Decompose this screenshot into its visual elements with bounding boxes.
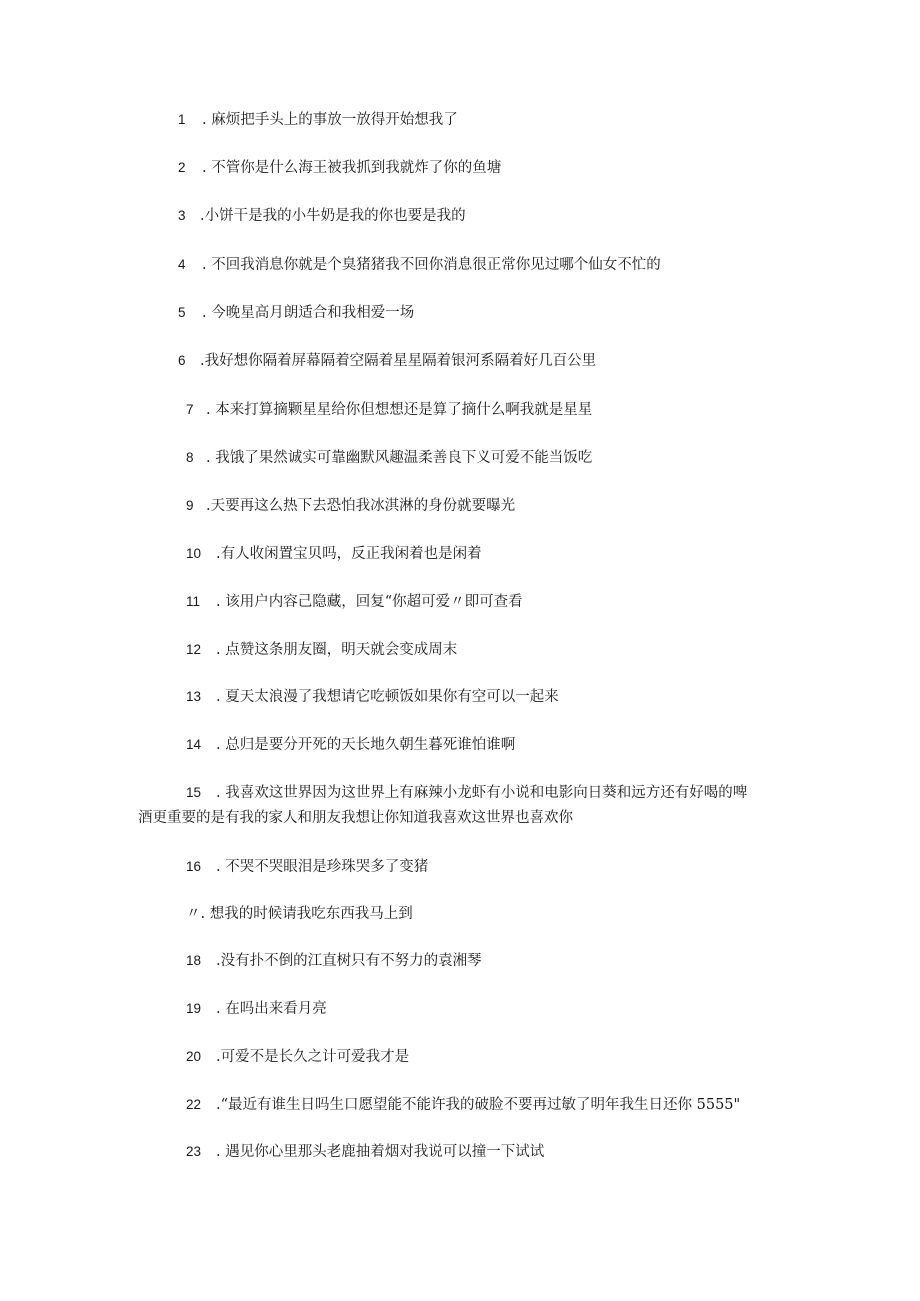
item-number: 18 [186, 953, 202, 968]
item-number: 20 [186, 1049, 202, 1064]
item-number: 4 [178, 257, 186, 272]
item-number: 19 [186, 1001, 202, 1016]
item-number: 8 [186, 450, 194, 465]
list-item [178, 351, 596, 371]
list-item [186, 448, 592, 468]
item-text: .“最近有谁生日吗生口愿望能不能许我的破脸不要再过敏了明年我生日还你 5555" [216, 1097, 741, 1113]
list-item [186, 1095, 740, 1115]
list-item [186, 735, 515, 755]
item-text: .天要再这么热下去恐怕我冰淇淋的身份就要曝光 [206, 498, 516, 514]
item-number: 9 [186, 498, 194, 513]
item-number: 22 [186, 1097, 202, 1112]
item-number: 3 [178, 208, 186, 223]
item-text: .小饼干是我的小牛奶是我的你也要是我的 [200, 208, 466, 224]
list-item [186, 951, 482, 971]
item-text: . 总归是要分开死的天长地久朝生暮死谁怕谁啊 [216, 737, 516, 753]
list-item [178, 110, 458, 130]
item-text: .我好想你隔着屏幕隔着空隔着星星隔着银河系隔着好几百公里 [200, 353, 597, 369]
item-text: . 不哭不哭眼泪是珍珠哭多了变猪 [216, 859, 429, 875]
item-text: .有人收闲置宝贝吗，反正我闲着也是闲着 [216, 546, 482, 562]
list-item [186, 400, 592, 420]
item-text: . 今晚星高月朗适合和我相爱一场 [202, 305, 415, 321]
item-text: . 不回我消息你就是个臭猪猪我不回你消息很正常你见过哪个仙女不忙的 [202, 257, 661, 273]
list-item-continuation [138, 808, 573, 828]
item-text: .没有扑不倒的江直树只有不努力的袁湘琴 [216, 953, 482, 969]
list-item [186, 592, 523, 612]
item-number: 2 [178, 160, 186, 175]
list-item [186, 1142, 544, 1162]
item-number: 7 [186, 402, 194, 417]
item-text: . 麻烦把手头上的事放一放得开始想我了 [202, 112, 458, 128]
list-item [186, 857, 428, 877]
item-number: 14 [186, 737, 202, 752]
item-text: . 该用户内容己隐藏，回复“你超可爱〃即可查看 [216, 594, 523, 610]
list-item [186, 999, 327, 1019]
list-item [178, 303, 414, 323]
item-number: 1 [178, 112, 186, 127]
item-number: 13 [186, 689, 202, 704]
item-text-continued: 酒更重要的是有我的家人和朋友我想让你知道我喜欢这世界也喜欢你 [138, 810, 573, 826]
list-item [178, 206, 466, 226]
list-item [186, 904, 413, 924]
list-item [186, 687, 559, 707]
item-text: . 遇见你心里那头老鹿抽着烟对我说可以撞一下试试 [216, 1144, 545, 1160]
item-number: 6 [178, 353, 186, 368]
item-text: . 点赞这条朋友圈，明天就会变成周末 [216, 642, 458, 658]
item-number: 10 [186, 546, 202, 561]
item-number: 15 [186, 785, 202, 800]
item-number: 5 [178, 305, 186, 320]
list-item [186, 544, 482, 564]
item-number: 16 [186, 859, 202, 874]
list-item [186, 640, 457, 660]
item-text: . 本来打算摘颗星星给你但想想还是算了摘什么啊我就是星星 [206, 402, 593, 418]
list-item [186, 1047, 409, 1067]
list-item [186, 496, 515, 516]
list-item [178, 158, 501, 178]
item-text: 〃. 想我的时候请我吃东西我马上到 [186, 906, 413, 922]
item-text: . 在吗出来看月亮 [216, 1001, 327, 1017]
item-number: 12 [186, 642, 202, 657]
item-number: 23 [186, 1144, 202, 1159]
item-number: 11 [186, 594, 201, 609]
item-text: . 不管你是什么海王被我抓到我就炸了你的鱼塘 [202, 160, 502, 176]
list-item [178, 255, 661, 275]
item-text: .可爱不是长久之计可爱我才是 [216, 1049, 410, 1065]
list-item [186, 783, 747, 803]
item-text: . 我喜欢这世界因为这世界上有麻辣小龙虾有小说和电影向日葵和远方还有好喝的啤 [216, 785, 748, 801]
item-text: . 我饿了果然诚实可靠幽默风趣温柔善良下义可爱不能当饭吃 [206, 450, 593, 466]
item-text: . 夏天太浪漫了我想请它吃顿饭如果你有空可以一起来 [216, 689, 559, 705]
